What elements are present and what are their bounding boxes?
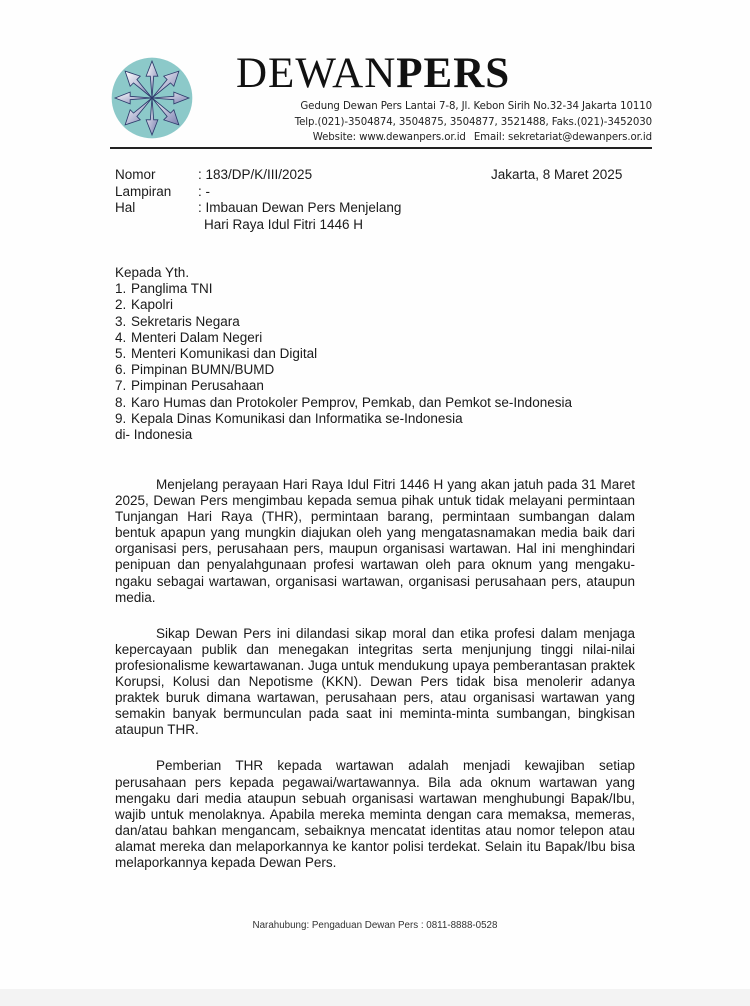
recipient-item: 4. Menteri Dalam Negeri — [115, 329, 263, 345]
meta-hal — [115, 200, 401, 217]
brand-wordmark — [236, 50, 510, 98]
letter-body — [115, 477, 635, 891]
phone: Telp.(021)-3504874, 3504875, 3504877, 3521488, Faks.(021)-3452030 — [294, 116, 652, 128]
viewer-bottom-band — [0, 989, 750, 1006]
letter-meta — [115, 167, 401, 233]
lampiran-label: Lampiran — [115, 183, 172, 199]
recipient-item: 8. Karo Humas dan Protokoler Pemprov, Pemkab, dan Pemkot se-Indonesia — [115, 394, 572, 410]
nomor-value: : 183/DP/K/III/2025 — [198, 167, 313, 182]
hal-value-continued: Hari Raya Idul Fitri 1446 H — [204, 216, 364, 232]
brand-regular: DEWAN — [236, 50, 397, 97]
dewan-pers-logo-icon — [110, 56, 194, 140]
hal-value: : Imbauan Dewan Pers Menjelang — [198, 200, 402, 215]
recipients-greeting: Kepada Yth. — [115, 265, 190, 280]
recipients-location: di- Indonesia — [115, 427, 193, 443]
letterhead-divider — [110, 147, 652, 149]
body-paragraph-3: Pemberian THR kepada wartawan adalah menjadi kewajiban setiap perusahaan pers kepada pegawai/wartawannya. Bila ada oknum wartawan yang mengaku dari media ataupun sebuah organisasi wartawan menghubungi Bapak/Ibu, wajib untuk menolaknya. Apabila mereka meminta dengan cara memaksa, memeras, dan/atau bahkan mengancam, sebaiknya mencatat identitas atau nomor telepon atau alamat mereka dan melaporkannya ke kantor polisi terdekat. Selain itu Bapak/Ibu bisa melaporkannya kepada Dewan Pers. — [115, 758, 635, 870]
letterhead-contact — [295, 99, 652, 146]
address: Gedung Dewan Pers Lantai 7-8, Jl. Kebon Sirih No.32-34 Jakarta 10110 — [300, 101, 652, 112]
brand-bold: PERS — [396, 50, 511, 97]
recipient-item: 3. Sekretaris Negara — [115, 313, 240, 329]
recipient-item: 7. Pimpinan Perusahaan — [115, 378, 264, 394]
footer-contact: Narahubung: Pengaduan Dewan Pers : 0811-8888-0528 — [252, 920, 498, 931]
email: Email: sekretariat@dewanpers.or.id — [473, 132, 652, 143]
recipients-block — [115, 265, 572, 443]
hal-label: Hal — [115, 200, 136, 215]
recipient-item: 2. Kapolri — [115, 297, 174, 313]
meta-lampiran — [115, 184, 401, 201]
body-paragraph-2: Sikap Dewan Pers ini dilandasi sikap moral dan etika profesi dalam menjaga kepercayaan publik dan menegakan integritas serta menjunjung tinggi nilai-nilai profesionalisme kewartawanan. Juga untuk mendukung upaya pemberantasan praktek Korupsi, Kolusi dan Nepotisme (KKN). Dewan Pers tidak bisa menolerir adanya praktek buruk dimana wartawan, perusahaan pers, atau organisasi wartawan yang semakin banyak bermunculan pada saat ini meminta-minta sumbangan, bingkisan ataupun THR. — [115, 625, 635, 738]
recipient-item: 5. Menteri Komunikasi dan Digital — [115, 346, 318, 362]
website: Website: www.dewanpers.or.id — [312, 132, 466, 143]
lampiran-value: : - — [198, 183, 210, 199]
web-email-line — [295, 130, 652, 146]
recipient-item: 9. Kepala Dinas Komunikasi dan Informatika se-Indonesia — [115, 410, 463, 426]
body-paragraph-1: Menjelang perayaan Hari Raya Idul Fitri 1446 H yang akan jatuh pada 31 Maret 2025, Dewan Pers mengimbau kepada semua pihak untuk tidak melayani permintaan Tunjangan Hari Raya (THR), permintaan barang, permintaan sumbangan dalam bentuk apapun yang mungkin diajukan oleh yang mengatasnamakan media baik dari organisasi pers, perusahaan pers, maupun organisasi wartawan. Hal ini menghindari penipuan dan penyalahgunaan profesi wartawan oleh para oknum yang mengaku-ngaku sebagai wartawan, organisasi wartawan, organisasi perusahaan pers, ataupun media. — [115, 477, 635, 605]
nomor-label: Nomor — [115, 167, 156, 182]
meta-nomor — [115, 167, 401, 184]
recipient-item: 1. Panglima TNI — [115, 281, 213, 297]
letter-date: Jakarta, 8 Maret 2025 — [491, 167, 623, 182]
recipient-item: 6. Pimpinan BUMN/BUMD — [115, 362, 275, 378]
